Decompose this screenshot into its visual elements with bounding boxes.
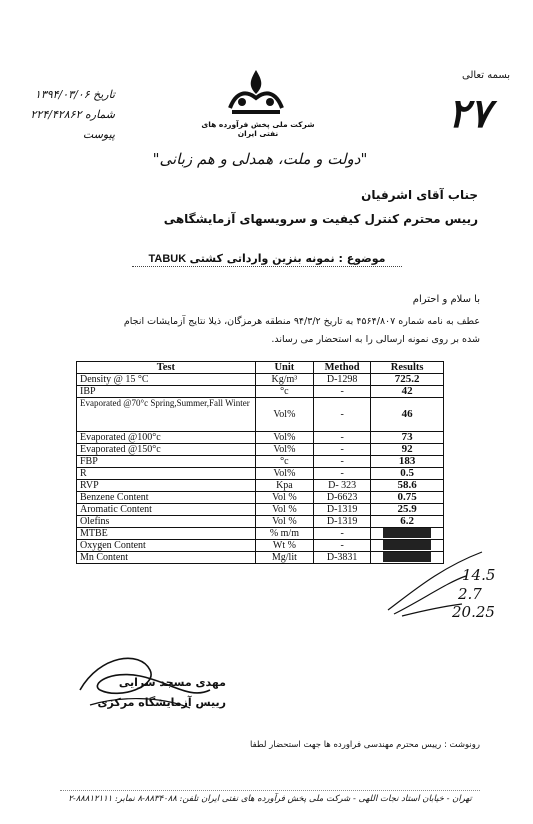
recipient-name: جناب آقای اشرفیان	[361, 188, 478, 202]
cell-unit: Vol %	[255, 504, 313, 516]
cell-result-redacted	[371, 528, 444, 540]
cell-method: -	[314, 540, 371, 552]
cell-method: D-1319	[314, 516, 371, 528]
cell-method: -	[314, 444, 371, 456]
cc-line: رونوشت : رییس محترم مهندسی فراورده ها جهت استحضار لطفا	[250, 740, 480, 750]
cell-result: 46	[371, 398, 444, 432]
subject-line	[132, 252, 402, 267]
table-row	[77, 468, 444, 480]
number-field: شماره ۲۲۴/۴۲۸۶۲	[30, 108, 115, 121]
bismillah: بسمه تعالی	[462, 70, 511, 81]
cell-test: Density @ 15 °C	[77, 374, 256, 386]
cell-unit: Vol%	[255, 398, 313, 432]
table-row	[77, 504, 444, 516]
cell-result: 25.9	[371, 504, 444, 516]
handwritten-value-3: 20.25	[452, 603, 495, 621]
cell-result: 0.75	[371, 492, 444, 504]
cell-test: Evaporated @70°c Spring,Summer,Fall Winter	[77, 398, 256, 432]
header-results: Results	[371, 362, 444, 374]
company-name: شرکت ملی پخش فرآورده های نفتی ایران	[201, 120, 315, 138]
footer-address: تهران - خیابان استاد نجات اللهی - شرکت ملی پخش فرآورده های نفتی ایران تلفن: ۸۸۳۴۰۸۸-۸ نمابر: ۸۸۸۱۲۱۱۱-۲	[68, 794, 472, 804]
cell-test: Mn Content	[77, 552, 256, 564]
cell-result: 73	[371, 432, 444, 444]
cell-method: -	[314, 386, 371, 398]
cell-test: R	[77, 468, 256, 480]
handwritten-value-1: 14.5	[462, 566, 496, 584]
table-row	[77, 492, 444, 504]
table-row	[77, 516, 444, 528]
cell-method: -	[314, 398, 371, 432]
table-header-row	[77, 362, 444, 374]
company-logo	[222, 68, 290, 116]
cell-method: D-3831	[314, 552, 371, 564]
cell-test: Oxygen Content	[77, 540, 256, 552]
cell-unit: Kpa	[255, 480, 313, 492]
header-test: Test	[77, 362, 256, 374]
cell-unit: Vol%	[255, 432, 313, 444]
recipient-title: رییس محترم کنترل کیفیت و سرویسهای آزمایشگاهی	[163, 212, 478, 226]
cell-result: 6.2	[371, 516, 444, 528]
cell-test: Evaporated @150°c	[77, 444, 256, 456]
document-mark: ۲۷	[448, 90, 491, 137]
results-table	[76, 361, 444, 564]
cell-method: -	[314, 468, 371, 480]
cell-method: -	[314, 528, 371, 540]
table-row	[77, 444, 444, 456]
table-row	[77, 528, 444, 540]
cell-test: MTBE	[77, 528, 256, 540]
cell-unit: Vol %	[255, 516, 313, 528]
date-field: تاریخ ۱۳۹۴/۰۳/۰۶	[34, 88, 115, 101]
table-row	[77, 374, 444, 386]
cell-test: Evaporated @100°c	[77, 432, 256, 444]
cell-unit: Kg/m³	[255, 374, 313, 386]
cell-test: Benzene Content	[77, 492, 256, 504]
subject-label: موضوع : نمونه بنزین وارداتی کشتی	[189, 252, 386, 265]
table-row	[77, 386, 444, 398]
cell-unit: Vol%	[255, 444, 313, 456]
cell-test: Olefins	[77, 516, 256, 528]
cell-result: 725.2	[371, 374, 444, 386]
cell-unit: Vol%	[255, 468, 313, 480]
table-row	[77, 432, 444, 444]
cell-test: FBP	[77, 456, 256, 468]
header-method: Method	[314, 362, 371, 374]
cell-result: 42	[371, 386, 444, 398]
cell-method: D- 323	[314, 480, 371, 492]
cell-method: D-1319	[314, 504, 371, 516]
subject-ship: TABUK	[148, 253, 187, 265]
cell-method: -	[314, 456, 371, 468]
header-unit: Unit	[255, 362, 313, 374]
cell-test: IBP	[77, 386, 256, 398]
cell-result: 92	[371, 444, 444, 456]
greeting: با سلام و احترام	[412, 294, 480, 305]
body-line-1: عطف به نامه شماره ۴۵۶۴/۸۰۷ به تاریخ ۹۴/۳/۲ منطقه هرمزگان، ذیلا نتایج آزمایشات انجام	[123, 316, 480, 327]
cell-test: RVP	[77, 480, 256, 492]
motto: "دولت و ملت، همدلی و هم زبانی"	[152, 150, 368, 168]
table-row	[77, 398, 444, 432]
signatory-name: مهدی مسجد سرایی	[118, 676, 226, 689]
cell-method: -	[314, 432, 371, 444]
signatory-role: رییس آزمایشگاه مرکزی	[97, 696, 226, 709]
body-line-2: شده بر روی نمونه ارسالی را به استحضار می رساند.	[271, 334, 480, 345]
attachment-field: پیوست	[82, 128, 115, 141]
cell-test: Aromatic Content	[77, 504, 256, 516]
cell-method: D-1298	[314, 374, 371, 386]
cell-result: 0.5	[371, 468, 444, 480]
redaction-mark	[383, 528, 431, 538]
footer-divider	[60, 790, 480, 791]
cell-result: 58.6	[371, 480, 444, 492]
table-row	[77, 480, 444, 492]
cell-method: D-6623	[314, 492, 371, 504]
cell-unit: Wt %	[255, 540, 313, 552]
cell-unit: °c	[255, 386, 313, 398]
handwritten-value-2: 2.7	[458, 585, 482, 603]
cell-result: 183	[371, 456, 444, 468]
cell-unit: Vol %	[255, 492, 313, 504]
cell-unit: Mg/lit	[255, 552, 313, 564]
table-row	[77, 456, 444, 468]
cell-unit: °c	[255, 456, 313, 468]
cell-unit: % m/m	[255, 528, 313, 540]
